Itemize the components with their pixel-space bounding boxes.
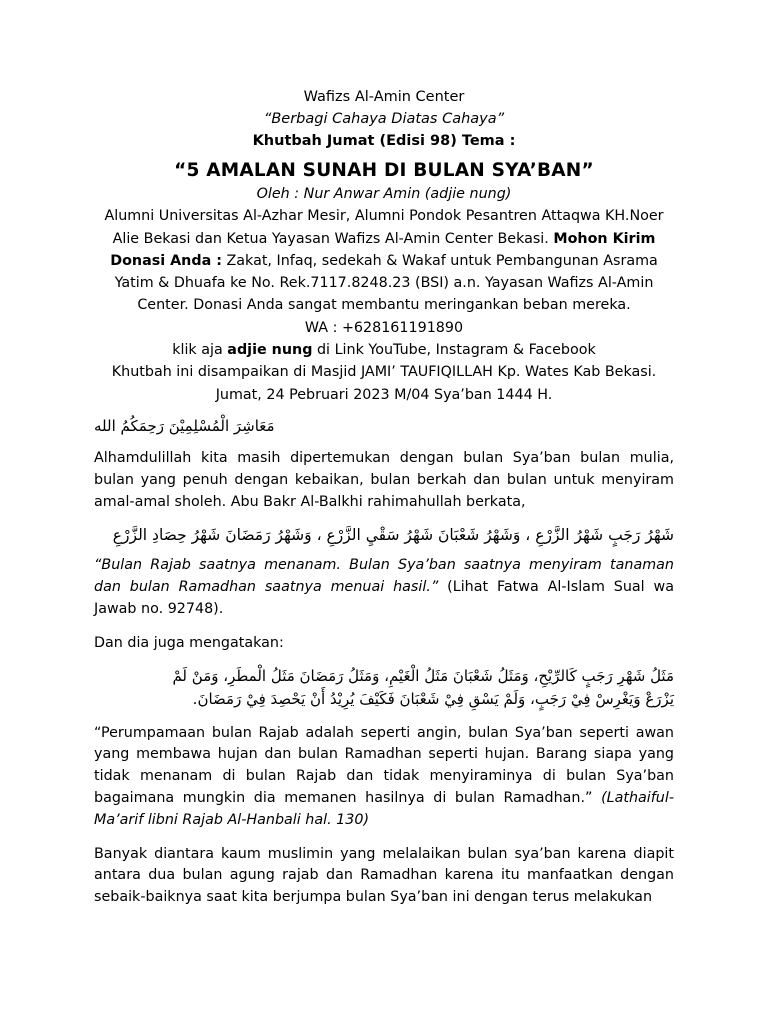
quote-1-italic: “Bulan Rajab saatnya menanam. Bulan Sya’ban saatnya menyiram tanaman dan bulan Ramadhan saatnya menuai hasil.” <box>94 557 674 596</box>
social-line <box>94 339 674 361</box>
social-pre: klik aja <box>172 342 228 359</box>
document-page <box>94 86 674 909</box>
sermon-title: “5 AMALAN SUNAH DI BULAN SYA’BAN” <box>174 160 594 181</box>
arabic-quote-1: شَهْرُ رَجَبٍ شَهْرُ الزَّرْعِ ، وَشَهْرُ شَعْبَانَ شَهْرُ سَقْيِ الزَّرْعِ ، وَشَهْرُ رَمَضَانَ شَهْرُ حِصَادِ الزَّرْعِ <box>112 526 674 545</box>
date-line: Jumat, 24 Pebruari 2023 M/04 Sya’ban 1444 H. <box>215 386 553 403</box>
paragraph-said: Dan dia juga mengatakan: <box>94 634 284 651</box>
donation-label: Mohon Kirim Donasi Anda : <box>110 230 656 269</box>
org-name: Wafizs Al-Amin Center <box>303 89 465 105</box>
quote-2-text: “Perumpamaan bulan Rajab adalah seperti angin, bulan Sya’ban seperti awan yang membawa hujan dan bulan Ramadhan seperti hujan. Barang siapa yang tidak menanam di bulan Rajab dan tidak menyiraminya di bulan Sya’ban bagaimana mungkin dia memanen hasilnya di bulan Ramadhan.” <box>94 724 674 806</box>
social-post: di Link YouTube, Instagram & Facebook <box>312 342 596 359</box>
bio-text-2: Zakat, Infaq, sedekah & Wakaf untuk Pembangunan Asrama Yatim & Dhuafa ke No. Rek.7117.8248.23 (BSI) a.n. Yayasan Wafizs Al-Amin Center. Donasi Anda sangat membantu meringankan beban mereka. <box>114 252 658 314</box>
edition-label: Khutbah Jumat (Edisi 98) Tema : <box>252 133 516 149</box>
social-handle: adjie nung <box>227 342 313 359</box>
venue-line: Khutbah ini disampaikan di Masjid JAMI’ TAUFIQILLAH Kp. Wates Kab Bekasi. <box>111 364 657 381</box>
quote-2-translation <box>94 723 674 832</box>
paragraph-closing: Banyak diantara kaum muslimin yang melalaikan bulan sya’ban karena diapit antara dua bulan agung rajab dan Ramadhan karena itu manfaatkan dengan sebaik-baiknya saat kita berjumpa bulan Sya’ban ini dengan terus melakukan <box>94 845 674 906</box>
arabic-quote-2-line-2: يَزْرَعْ وَيَغْرِسْ فِيْ رَجَبٍ، وَلَمْ يَسْقِ فِيْ شَعْبَانَ فَكَيْفَ يُرِيْدُ أَنْ يَحْصِدَ فِيْ رَمَضَانَ. <box>192 689 674 708</box>
bio-paragraph <box>94 205 674 316</box>
bio-text-1: Alumni Universitas Al-Azhar Mesir, Alumni Pondok Pesantren Attaqwa KH.Noer Alie Bekasi dan Ketua Yayasan Wafizs Al-Amin Center Bekasi. <box>104 208 664 247</box>
quote-1-translation <box>94 555 674 620</box>
paragraph-intro: Alhamdulillah kita masih dipertemukan dengan bulan Sya’ban bulan mulia, bulan yang penuh dengan kebaikan, bulan berkah dan bulan untuk menyiram amal-amal sholeh. Abu Bakr Al-Balkhi rahimahullah berkata, <box>94 449 674 510</box>
arabic-greeting: مَعَاشِرَ الْمُسْلِمِيْنَ رَحِمَكُمُ الله <box>94 416 275 435</box>
whatsapp-line: WA : +628161191890 <box>304 319 464 336</box>
quote-1-source: (Lihat Fatwa Al-Islam Sual wa Jawab no. 92748). <box>94 579 674 617</box>
author-line: Oleh : Nur Anwar Amin (adjie nung) <box>256 186 512 202</box>
arabic-quote-2-line-1: مَثَلُ شَهْرِ رَجَبٍ كَالرِّيْحِ، وَمَثَلُ شَعْبَانَ مَثَلُ الْغَيْمِ، وَمَثَلُ رَمَضَانَ مَثَلُ الْمطَرِ، وَمَنْ لَمْ <box>172 666 674 685</box>
org-motto: “Berbagi Cahaya Diatas Cahaya” <box>263 111 505 127</box>
quote-2-source: (Lathaiful-Ma’arif libni Rajab Al-Hanbali hal. 130) <box>94 789 674 828</box>
